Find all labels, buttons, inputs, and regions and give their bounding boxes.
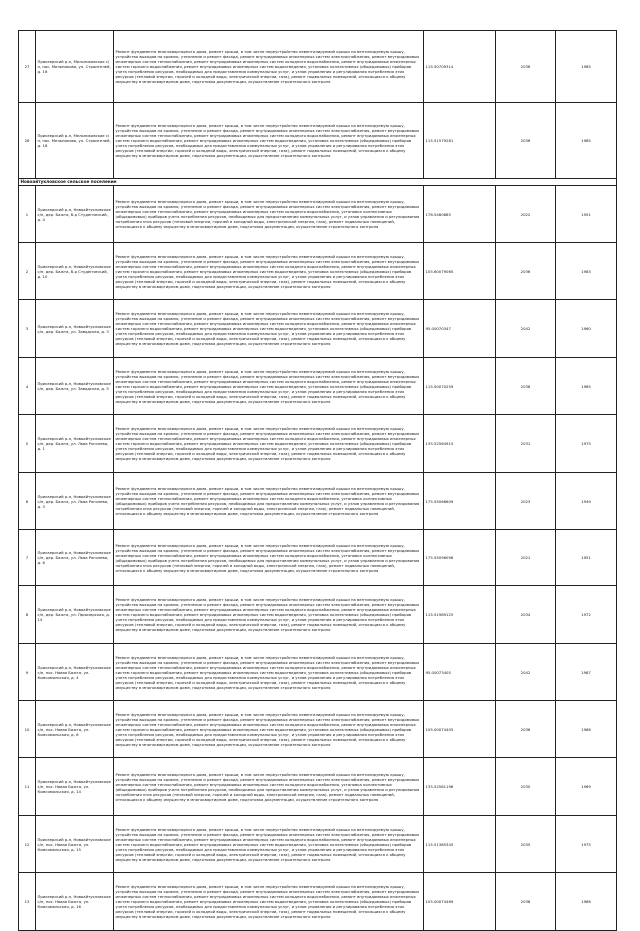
table-row: [19, 300, 617, 358]
section-header-row: [19, 179, 617, 186]
row-built-year: 1975: [556, 816, 617, 873]
row-address: Приозерский р-н, Новоайтукловское с/п, дер. Бажта, ул. Заводская, д. 5: [36, 358, 114, 415]
row-built-year: 1987: [556, 644, 617, 701]
row-cost: 95.00073405: [424, 644, 496, 701]
row-work-description: Ремонт фундамента многоквартирного дома, ремонт крыши, в том числе переустройство невентилируемой крыши на вентилируемую крышу, устройство выходов на кровлю, утепление и ремонт фасада, ремонт внутридомовых инженерных систем электроснабжения, ремонт внутридомовых инженерных систем теплоснабжения, ремонт внутридомовых инженерных систем холодного водоснабжения, ремонт внутридомовых инженерных систем горячего водоснабжения, ремонт внутридомовых инженерных систем водоотведения, установка коллективных (общедомовых) приборов учета потребления ресурсов, необходимых для предоставления коммунальных услуг, и узлов управления и регулирования потребления этих ресурсов (тепловой энергии, горячей и холодной воды, электрической энергии, газа), ремонт подвальных помещений, относящихся к общему имуществу в многоквартирном доме, подготовка документации, осуществление строительного контроля: [114, 358, 424, 415]
table-row: [19, 243, 617, 300]
row-built-year: 1960: [556, 300, 617, 358]
row-address: Приозерский р-н, Новоайтукловское с/п, дер. Бажта, ул. Льва Роголева, д. 6: [36, 530, 114, 586]
row-work-description: Ремонт фундамента многоквартирного дома, ремонт крыши, в том числе переустройство невентилируемой крыши на вентилируемую крышу, устройство выходов на кровлю, утепление и ремонт фасада, ремонт внутридомовых инженерных систем электроснабжения, ремонт внутридомовых инженерных систем теплоснабжения, ремонт внутридомовых инженерных систем холодного водоснабжения, ремонт внутридомовых инженерных систем горячего водоснабжения, ремонт внутридомовых инженерных систем водоотведения, установка коллективных (общедомовых) приборов учета потребления ресурсов, необходимых для предоставления коммунальных услуг, и узлов управления и регулирования потребления этих ресурсов (тепловой энергии, горячей и холодной воды, электрической энергии, газа), ремонт подвальных помещений, относящихся к общему имуществу в многоквартирном доме, подготовка документации, осуществление строительного контроля: [114, 243, 424, 300]
row-number: 1: [19, 186, 36, 243]
row-address: Приозерский р-н, Мельниковское с/п, пос. Мельниково, ул. Строителей, д. 18: [36, 103, 114, 179]
row-work-description: Ремонт фундамента многоквартирного дома, ремонт крыши, в том числе переустройство невентилируемой крыши на вентилируемую крышу, устройство выходов на кровлю, утепление и ремонт фасада, ремонт внутридомовых инженерных систем электроснабжения, ремонт внутридомовых инженерных систем теплоснабжения, ремонт внутридомовых инженерных систем холодного водоснабжения, ремонт внутридомовых инженерных систем горячего водоснабжения, ремонт внутридомовых инженерных систем водоотведения, установка коллективных (общедомовых) приборов учета потребления ресурсов, необходимых для предоставления коммунальных услуг, и узлов управления и регулирования потребления этих ресурсов (тепловой энергии, горячей и холодной воды, электрической энергии, газа), ремонт подвальных помещений, относящихся к общему имуществу в многоквартирном доме, подготовка документации, осуществление строительного контроля: [114, 701, 424, 758]
row-planned-year: 2036: [496, 243, 556, 300]
row-work-description: Ремонт фундамента многоквартирного дома, ремонт крыши, в том числе переустройство невентилируемой крыши на вентилируемую крышу, устройство выходов на кровлю, утепление и ремонт фасада, ремонт внутридомовых инженерных систем электроснабжения, ремонт внутридомовых инженерных систем теплоснабжения, ремонт внутридомовых инженерных систем холодного водоснабжения, ремонт внутридомовых инженерных систем горячего водоснабжения, ремонт внутридомовых инженерных систем водоотведения, установка коллективных (общедомовых) приборов учета потребления ресурсов, необходимых для предоставления коммунальных услуг, и узлов управления и регулирования потребления этих ресурсов (тепловой энергии, горячей и холодной воды, электрической энергии, газа), ремонт подвальных помещений, относящихся к общему имуществу в многоквартирном доме, подготовка документации, осуществление строительного контроля: [114, 415, 424, 473]
row-built-year: 1985: [556, 103, 617, 179]
row-built-year: 1972: [556, 586, 617, 644]
row-address: Приозерский р-н, Новоайтукловское с/п, дер. Бажта, ул. Льва Роголева, д. 3: [36, 473, 114, 530]
registry-sheet: [18, 30, 616, 931]
table-row: [19, 701, 617, 758]
row-cost: 95.00070347: [424, 300, 496, 358]
row-number: 7: [19, 530, 36, 586]
table-row: [19, 473, 617, 530]
row-cost: 115.50709314: [424, 31, 496, 103]
table-row: [19, 358, 617, 415]
table-row: [19, 816, 617, 873]
row-planned-year: 2038: [496, 358, 556, 415]
row-built-year: 1983: [556, 243, 617, 300]
table-row: [19, 644, 617, 701]
row-address: Приозерский р-н, Новоайтукловское с/п, пос. Новая Бажта, ул. Комсомольская, д. 4: [36, 644, 114, 701]
row-cost: 175.55096096: [424, 530, 496, 586]
row-number: 2: [19, 243, 36, 300]
row-built-year: 1985: [556, 31, 617, 103]
row-built-year: 1986: [556, 873, 617, 931]
row-number: 9: [19, 644, 36, 701]
row-cost: 115.50070259: [424, 358, 496, 415]
row-address: Приозерский р-н, Новоайтукловское с/п, дер. Бажта, ул. Приозерская, д. 14: [36, 586, 114, 644]
row-address: Приозерский р-н, Новоайтукловское с/п, пос. Новая Бажта, ул. Комсомольская, д. 6: [36, 701, 114, 758]
table-row: [19, 530, 617, 586]
row-planned-year: 2034: [496, 586, 556, 644]
row-number: 11: [19, 758, 36, 816]
table-row: [19, 873, 617, 931]
row-number: 3: [19, 300, 36, 358]
row-cost: 115.51579281: [424, 103, 496, 179]
row-planned-year: 2023: [496, 473, 556, 530]
row-work-description: Ремонт фундамента многоквартирного дома, ремонт крыши, в том числе переустройство невентилируемой крыши на вентилируемую крышу, устройство выходов на кровлю, утепление и ремонт фасада, ремонт внутридомовых инженерных систем электроснабжения, ремонт внутридомовых инженерных систем теплоснабжения, ремонт внутридомовых инженерных систем холодного водоснабжения, установка коллективных (общедомовых) приборов учета потребления ресурсов, необходимых для предоставления коммунальных услуг, и узлов управления и регулирования потребления этих ресурсов (тепловой энергии, горячей и холодной воды, электрической энергии, газа), ремонт подвальных помещений, относящихся к общему имуществу в многоквартирном доме, подготовка документации, осуществление строительного контроля: [114, 530, 424, 586]
row-planned-year: 2036: [496, 103, 556, 179]
row-work-description: Ремонт фундамента многоквартирного дома, ремонт крыши, в том числе переустройство невентилируемой крыши на вентилируемую крышу, устройство выходов на кровлю, утепление и ремонт фасада, ремонт внутридомовых инженерных систем электроснабжения, ремонт внутридомовых инженерных систем теплоснабжения, ремонт внутридомовых инженерных систем холодного водоснабжения, ремонт внутридомовых инженерных систем горячего водоснабжения, ремонт внутридомовых инженерных систем водоотведения, установка коллективных (общедомовых) приборов учета потребления ресурсов, необходимых для предоставления коммунальных услуг, и узлов управления и регулирования потребления этих ресурсов (тепловой энергии, горячей и холодной воды, электрической энергии, газа), ремонт подвальных помещений, относящихся к общему имуществу в многоквартирном доме, подготовка документации, осуществление строительного контроля: [114, 816, 424, 873]
table-row: [19, 31, 617, 103]
row-address: Приозерский р-н, Мельниковское с/п, пос. Мельниково, ул. Строителей, д. 16: [36, 31, 114, 103]
registry-table: [18, 30, 617, 931]
table-row: [19, 758, 617, 816]
row-planned-year: 2038: [496, 873, 556, 931]
row-cost: 175.55066609: [424, 473, 496, 530]
row-number: 5: [19, 415, 36, 473]
row-cost: 115.51989125: [424, 586, 496, 644]
row-planned-year: 2036: [496, 701, 556, 758]
row-built-year: 1975: [556, 415, 617, 473]
row-number: 10: [19, 701, 36, 758]
row-planned-year: 2031: [496, 415, 556, 473]
row-number: 4: [19, 358, 36, 415]
row-planned-year: 2042: [496, 644, 556, 701]
row-number: 28: [19, 103, 36, 179]
row-planned-year: 2036: [496, 31, 556, 103]
row-built-year: 1965: [556, 358, 617, 415]
row-address: Приозерский р-н, Новоайтукловское с/п, дер. Бажта, б-р Студенческий, д. 10: [36, 243, 114, 300]
row-number: 8: [19, 586, 36, 644]
table-row: [19, 103, 617, 179]
table-row: [19, 586, 617, 644]
row-address: Приозерский р-н, Новоайтукловское с/п, дер. Бажта, б-р Студенческий, д. 4: [36, 186, 114, 243]
row-work-description: Ремонт фундамента многоквартирного дома, ремонт крыши, в том числе переустройство невентилируемой крыши на вентилируемую крышу, устройство выходов на кровлю, утепление и ремонт фасада, ремонт внутридомовых инженерных систем электроснабжения, ремонт внутридомовых инженерных систем теплоснабжения, ремонт внутридомовых инженерных систем холодного водоснабжения, установка коллективных (общедомовых) приборов учета потребления ресурсов, необходимых для предоставления коммунальных услуг, и узлов управления и регулирования потребления этих ресурсов (тепловой энергии, горячей и холодной воды, электрической энергии, газа), ремонт подвальных помещений, относящихся к общему имуществу в многоквартирном доме, подготовка документации, осуществление строительного контроля: [114, 473, 424, 530]
row-built-year: 1949: [556, 473, 617, 530]
row-address: Приозерский р-н, Новоайтукловское с/п, дер. Бажта, ул. Льва Роголева, д. 1: [36, 415, 114, 473]
row-work-description: Ремонт фундамента многоквартирного дома, ремонт крыши, в том числе переустройство невентилируемой крыши на вентилируемую крышу, устройство выходов на кровлю, утепление и ремонт фасада, ремонт внутридомовых инженерных систем электроснабжения, ремонт внутридомовых инженерных систем теплоснабжения, ремонт внутридомовых инженерных систем холодного водоснабжения, ремонт внутридомовых инженерных систем горячего водоснабжения, ремонт внутридомовых инженерных систем водоотведения, установка коллективных (общедомовых) приборов учета потребления ресурсов, необходимых для предоставления коммунальных услуг, и узлов управления и регулирования потребления этих ресурсов (тепловой энергии, горячей и холодной воды, электрической энергии, газа), ремонт подвальных помещений, относящихся к общему имуществу в многоквартирном доме, подготовка документации, осуществление строительного контроля: [114, 586, 424, 644]
row-work-description: Ремонт фундамента многоквартирного дома, ремонт крыши, в том числе переустройство невентилируемой крыши на вентилируемую крышу, устройство выходов на кровлю, утепление и ремонт фасада, ремонт внутридомовых инженерных систем электроснабжения, ремонт внутридомовых инженерных систем теплоснабжения, ремонт внутридомовых инженерных систем холодного водоснабжения, ремонт внутридомовых инженерных систем горячего водоснабжения, ремонт внутридомовых инженерных систем водоотведения, установка коллективных (общедомовых) приборов учета потребления ресурсов, необходимых для предоставления коммунальных услуг, и узлов управления и регулирования потребления этих ресурсов (тепловой энергии, горячей и холодной воды, электрической энергии, газа), ремонт подвальных помещений, относящихся к общему имуществу в многоквартирном доме, подготовка документации, осуществление строительного контроля: [114, 300, 424, 358]
row-address: Приозерский р-н, Новоайтукловское с/п, пос. Новая Бажта, ул. Комсомольская, д. 16: [36, 873, 114, 931]
row-address: Приозерский р-н, Новоайтукловское с/п, пос. Новая Бажта, ул. Комсомольская, д. 14: [36, 758, 114, 816]
table-row: [19, 186, 617, 243]
row-built-year: 1951: [556, 530, 617, 586]
row-cost: 105.60079065: [424, 243, 496, 300]
row-cost: 115.51385345: [424, 816, 496, 873]
table-row: [19, 415, 617, 473]
row-planned-year: 2030: [496, 758, 556, 816]
row-built-year: 1969: [556, 758, 617, 816]
row-address: Приозерский р-н, Новоайтукловское с/п, дер. Бажта, ул. Заводская, д. 3: [36, 300, 114, 358]
row-built-year: 1986: [556, 701, 617, 758]
row-address: Приозерский р-н, Новоайтукловское с/п, пос. Новая Бажта, ул. Комсомольская, д. 15: [36, 816, 114, 873]
row-number: 6: [19, 473, 36, 530]
row-planned-year: 2042: [496, 300, 556, 358]
section-title: Новоайтукловское сельское поселение: [19, 179, 617, 186]
row-work-description: Ремонт фундамента многоквартирного дома, ремонт крыши, в том числе переустройство невентилируемой крыши на вентилируемую крышу, устройство выходов на кровлю, утепление и ремонт фасада, ремонт внутридомовых инженерных систем электроснабжения, ремонт внутридомовых инженерных систем теплоснабжения, ремонт внутридомовых инженерных систем холодного водоснабжения, установка коллективных (общедомовых) приборов учета потребления ресурсов, необходимых для предоставления коммунальных услуг, и узлов управления и регулирования потребления этих ресурсов (тепловой энергии, горячей и холодной воды, электрической энергии, газа), ремонт подвальных помещений, относящихся к общему имуществу в многоквартирном доме, подготовка документации, осуществление строительного контроля: [114, 186, 424, 243]
row-number: 27: [19, 31, 36, 103]
registry-table-body: [19, 31, 617, 931]
row-built-year: 1951: [556, 186, 617, 243]
row-work-description: Ремонт фундамента многоквартирного дома, ремонт крыши, в том числе переустройство невентилируемой крыши на вентилируемую крышу, устройство выходов на кровлю, утепление и ремонт фасада, ремонт внутридомовых инженерных систем электроснабжения, ремонт внутридомовых инженерных систем теплоснабжения, ремонт внутридомовых инженерных систем холодного водоснабжения, ремонт внутридомовых инженерных систем горячего водоснабжения, ремонт внутридомовых инженерных систем водоотведения, установка коллективных (общедомовых) приборов учета потребления ресурсов, необходимых для предоставления коммунальных услуг, и узлов управления и регулирования потребления этих ресурсов (тепловой энергии, горячей и холодной воды, электрической энергии, газа), ремонт подвальных помещений, относящихся к общему имуществу в многоквартирном доме, подготовка документации, осуществление строительного контроля: [114, 103, 424, 179]
row-cost: 135.52564915: [424, 415, 496, 473]
row-number: 12: [19, 816, 36, 873]
row-work-description: Ремонт фундамента многоквартирного дома, ремонт крыши, в том числе переустройство невентилируемой крыши на вентилируемую крышу, устройство выходов на кровлю, утепление и ремонт фасада, ремонт внутридомовых инженерных систем электроснабжения, ремонт внутридомовых инженерных систем теплоснабжения, ремонт внутридомовых инженерных систем холодного водоснабжения, ремонт внутридомовых инженерных систем горячего водоснабжения, ремонт внутридомовых инженерных систем водоотведения, установка коллективных (общедомовых) приборов учета потребления ресурсов, необходимых для предоставления коммунальных услуг, и узлов управления и регулирования потребления этих ресурсов (тепловой энергии, горячей и холодной воды, электрической энергии, газа), ремонт подвальных помещений, относящихся к общему имуществу в многоквартирном доме, подготовка документации, осуществление строительного контроля: [114, 644, 424, 701]
row-planned-year: 2021: [496, 530, 556, 586]
row-number: 13: [19, 873, 36, 931]
row-cost: 105.00074405: [424, 701, 496, 758]
row-cost: 135.52561196: [424, 758, 496, 816]
row-planned-year: 2035: [496, 816, 556, 873]
row-work-description: Ремонт фундамента многоквартирного дома, ремонт крыши, в том числе переустройство невентилируемой крыши на вентилируемую крышу, устройство выходов на кровлю, утепление и ремонт фасада, ремонт внутридомовых инженерных систем электроснабжения, ремонт внутридомовых инженерных систем теплоснабжения, ремонт внутридомовых инженерных систем холодного водоснабжения, ремонт внутридомовых инженерных систем горячего водоснабжения, ремонт внутридомовых инженерных систем водоотведения, установка коллективных (общедомовых) приборов учета потребления ресурсов, необходимых для предоставления коммунальных услуг, и узлов управления и регулирования потребления этих ресурсов (тепловой энергии, горячей и холодной воды, электрической энергии, газа), ремонт подвальных помещений, относящихся к общему имуществу в многоквартирном доме, подготовка документации, осуществление строительного контроля: [114, 31, 424, 103]
row-cost: 105.00074469: [424, 873, 496, 931]
row-planned-year: 2022: [496, 186, 556, 243]
row-cost: 176.5460685: [424, 186, 496, 243]
row-work-description: Ремонт фундамента многоквартирного дома, ремонт крыши, в том числе переустройство невентилируемой крыши на вентилируемую крышу, устройство выходов на кровлю, утепление и ремонт фасада, ремонт внутридомовых инженерных систем электроснабжения, ремонт внутридомовых инженерных систем теплоснабжения, ремонт внутридомовых инженерных систем холодного водоснабжения, ремонт внутридомовых инженерных систем горячего водоснабжения, ремонт внутридомовых инженерных систем водоотведения, установка коллективных (общедомовых) приборов учета потребления ресурсов, необходимых для предоставления коммунальных услуг, и узлов управления и регулирования потребления этих ресурсов (тепловой энергии, горячей и холодной воды, электрической энергии, газа), ремонт подвальных помещений, относящихся к общему имуществу в многоквартирном доме, подготовка документации, осуществление строительного контроля: [114, 873, 424, 931]
row-work-description: Ремонт фундамента многоквартирного дома, ремонт крыши, в том числе переустройство невентилируемой крыши на вентилируемую крышу, устройство выходов на кровлю, утепление и ремонт фасада, ремонт внутридомовых инженерных систем электроснабжения, ремонт внутридомовых инженерных систем теплоснабжения, ремонт внутридомовых инженерных систем холодного водоснабжения, установка коллективных (общедомовых) приборов учета потребления ресурсов, необходимых для предоставления коммунальных услуг, и узлов управления и регулирования потребления этих ресурсов (тепловой энергии, горячей и холодной воды, электрической энергии, газа), ремонт подвальных помещений, относящихся к общему имуществу в многоквартирном доме, подготовка документации, осуществление строительного контроля: [114, 758, 424, 816]
